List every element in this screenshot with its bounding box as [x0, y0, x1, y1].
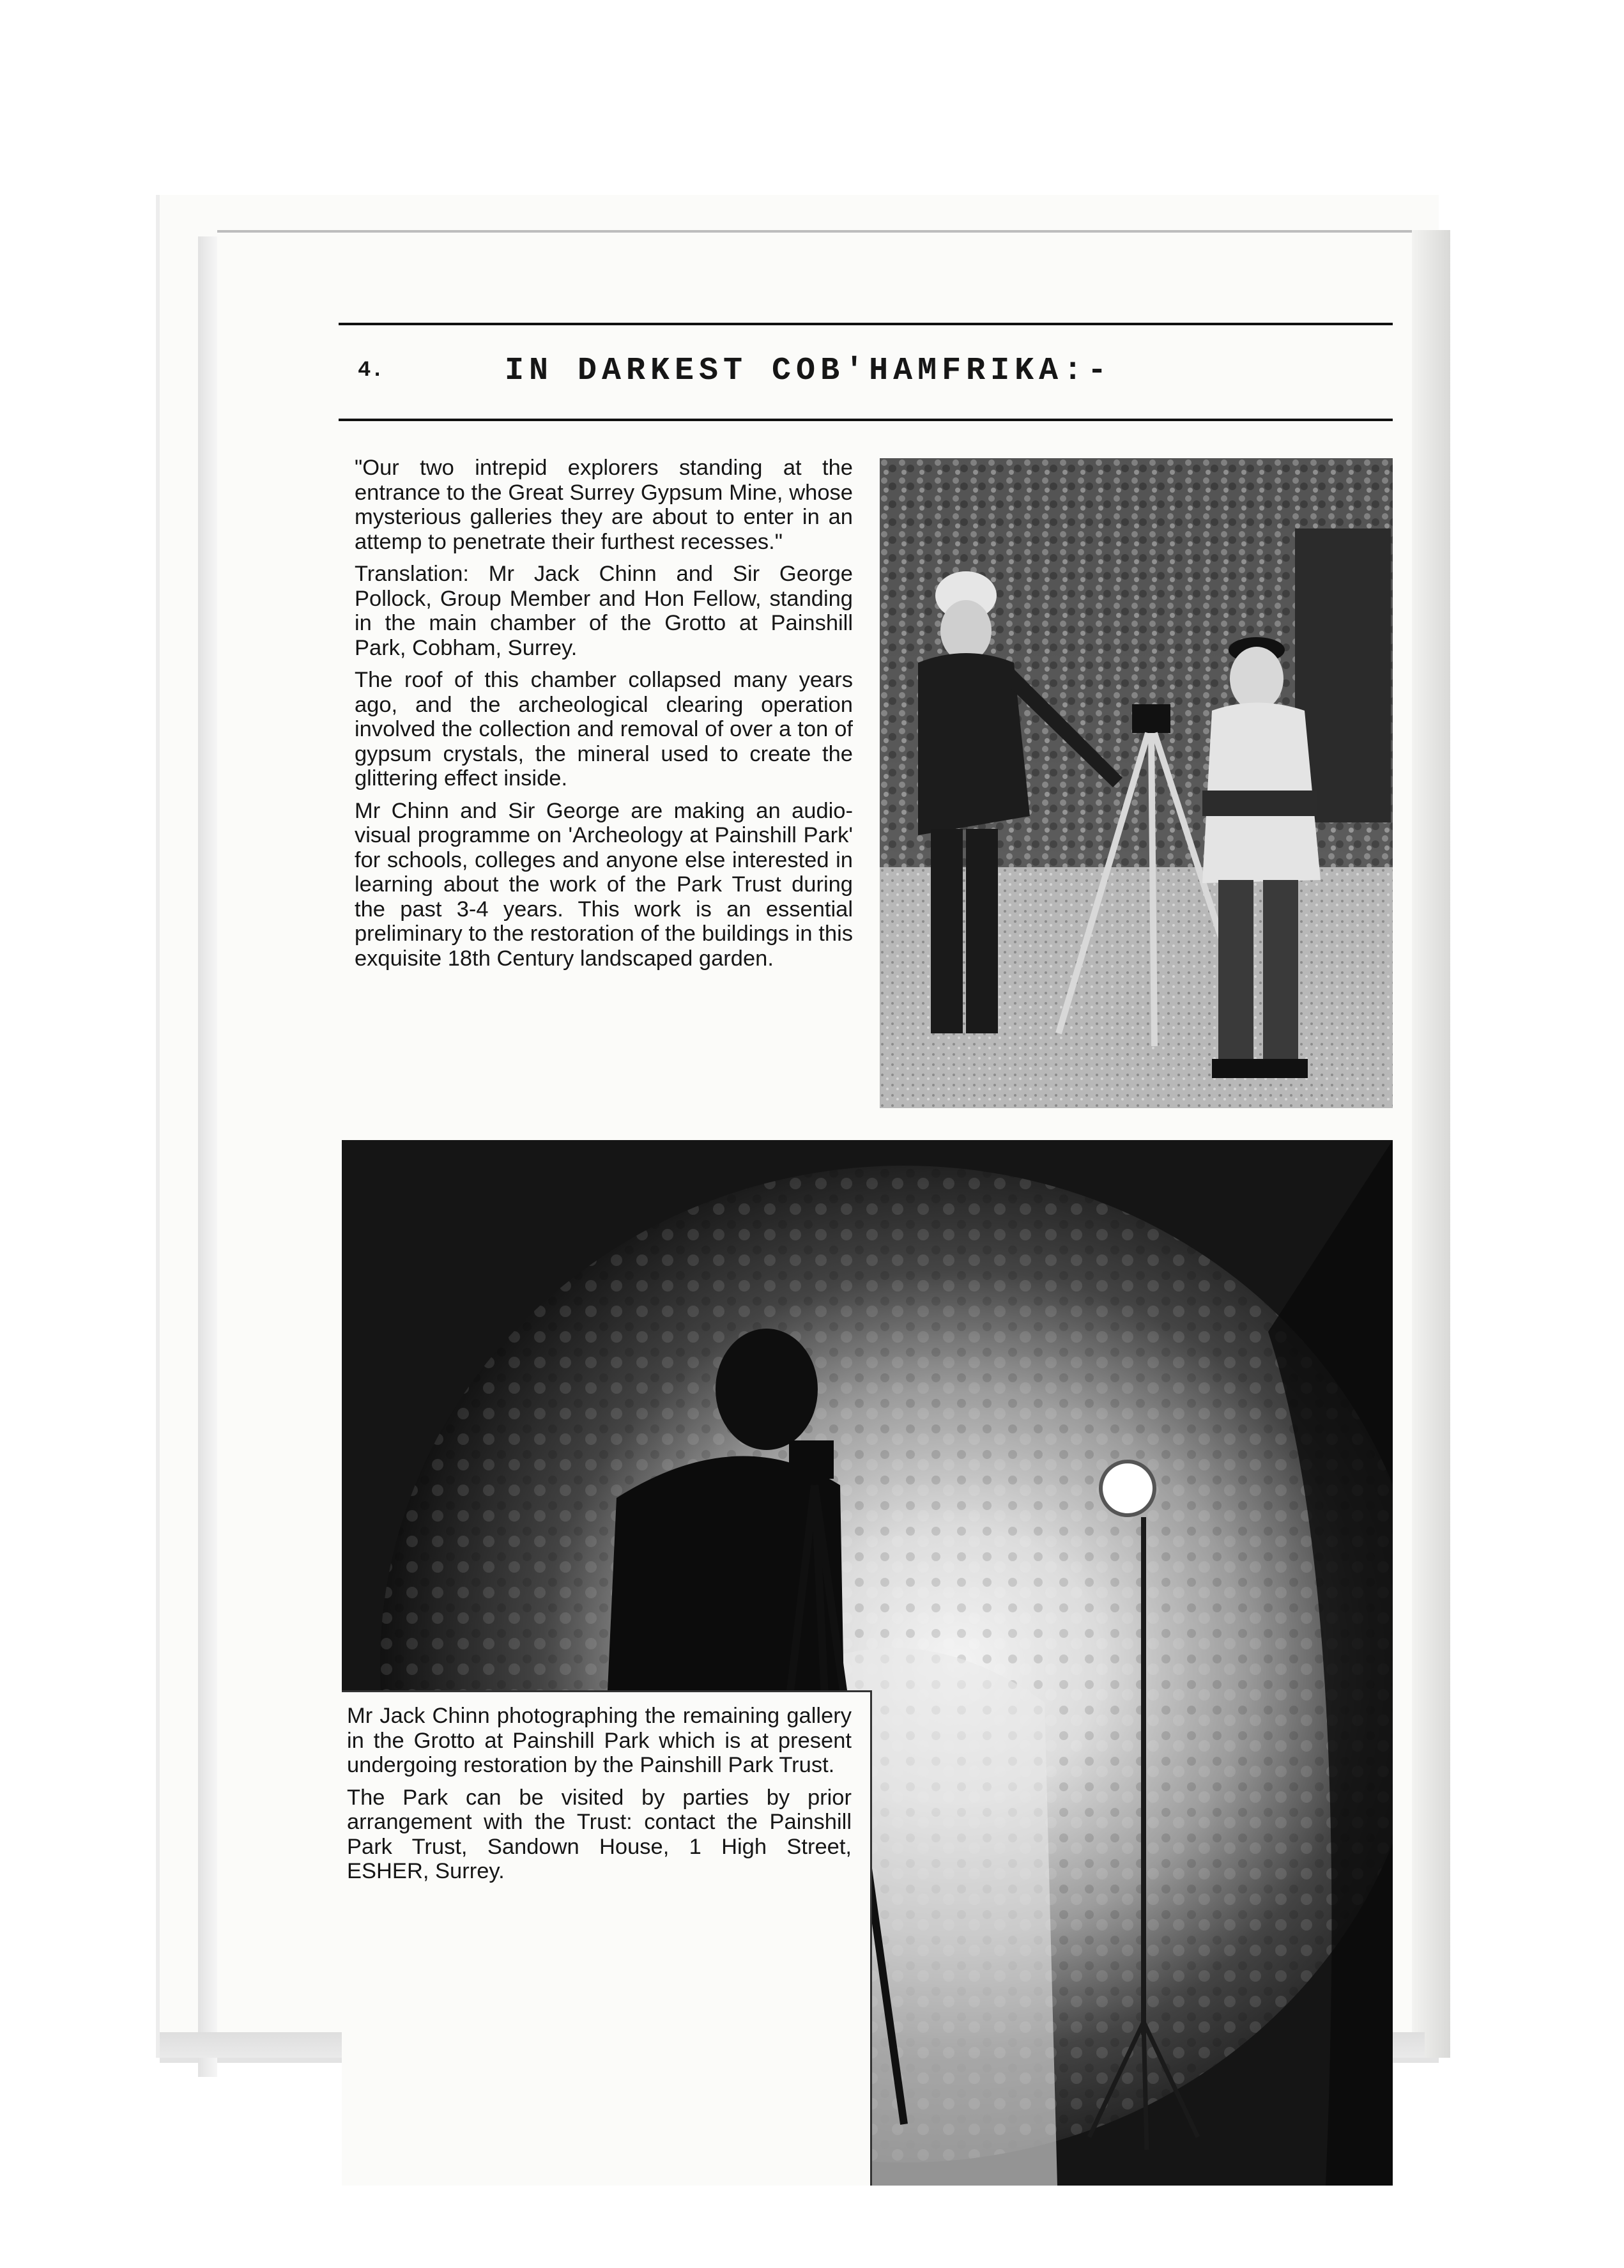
page-title: IN DARKEST COB'HAMFRIKA:-: [505, 352, 1112, 389]
article-paragraph: Mr Chinn and Sir George are making an audio-visual programme on 'Archeology at Painshill Park' for schools, colleges and anyone else interested in learning about the work of the Park Trust during the past 3-4 years. This work is an essential preliminary to the restoration of the buildings in this exquisite 18th Century landscaped garden.: [355, 798, 853, 971]
caption-paragraph: Mr Jack Chinn photographing the remaining gallery in the Grotto at Painshill Park which is at present undergoing restoration by the Painshill Park Trust.: [347, 1704, 852, 1777]
photo-explorers: [880, 458, 1393, 1108]
caption-text: [342, 1692, 852, 1884]
article-text: [355, 456, 853, 978]
header-rule-top: [339, 323, 1393, 325]
caption-box: [342, 1690, 872, 2186]
article-paragraph: The roof of this chamber collapsed many years ago, and the archeological clearing operation involved the collection and removal of over a ton of gypsum crystals, the mineral used to create the glittering effect inside.: [355, 668, 853, 791]
sheet-shadow-left: [198, 236, 217, 2077]
article-paragraph: Translation: Mr Jack Chinn and Sir George Pollock, Group Member and Hon Fellow, standing in the main chamber of the Grotto at Painshill Park, Cobham, Surrey.: [355, 562, 853, 660]
header-rule-bottom: [339, 419, 1393, 421]
article-paragraph: "Our two intrepid explorers standing at the entrance to the Great Surrey Gypsum Mine, whose mysterious galleries they are about to enter in an attemp to penetrate their furthest recesses.": [355, 456, 853, 554]
sheet-top-edge: [217, 230, 1412, 233]
photo-explorers-image: [880, 458, 1393, 1108]
page-number: 4.: [358, 359, 384, 383]
page-header: [339, 342, 1393, 399]
caption-paragraph: The Park can be visited by parties by prior arrangement with the Trust: contact the Painshill Park Trust, Sandown House, 1 High Street, ESHER, Surrey.: [347, 1785, 852, 1883]
sheet-shadow-right: [1412, 230, 1450, 2058]
